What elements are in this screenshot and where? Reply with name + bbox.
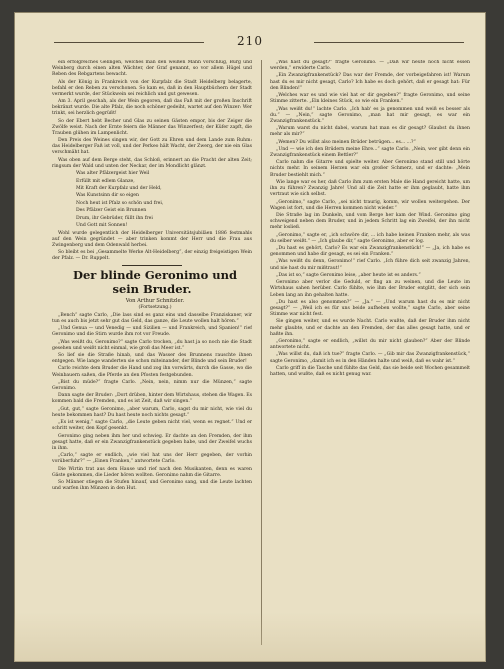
- story-paragraph: „Was willst du, daß ich tue?“ fragte Carlo. — „Gib mir das Zwanzigfrankenstück,“ sagte Geronimo, „damit ich es in den Händen halte und weiß, daß es wahr ist.“: [270, 352, 470, 364]
- story-paragraph: „Und — wie ich den Brüdern meine Ehre...“ sagte Carlo. „Nein, wer gibt denn ein Zwanzigfrankenstück einem Bettler?“: [270, 146, 470, 158]
- story-paragraph: „Du hast es also genommen?“ — „Ja.“ — „Und warum hast du es mir nicht gesagt?“ — „Weil ich es für uns beide aufheben wollte,“ sagte Carlo, aber seine Stimme war nicht fest.: [270, 299, 470, 318]
- story-paragraph: Carlo nahm die Gitarre und spielte weiter. Aber Geronimo stand still und hörte nichts mehr. In seinem Herzen war ein großer Schmerz, und er dachte: „Mein Bruder bestiehlt mich.“: [270, 160, 470, 178]
- story-paragraph: „Was hast du gesagt?“ fragte Geronimo. — „Daß wir heute noch nicht essen werden,“ erwiderte Carlo.: [270, 60, 470, 72]
- story-paragraph: „Wemen? Du willst also meinen Brüder betrügen... es... ...?“: [276, 139, 416, 145]
- story-paragraph: Die Wirtin trat aus dem Hause und rief nach den Musikanten, denn es waren Gäste gekommen, die Lieder hören wollten. Geronimo nahm die Gitarre.: [52, 466, 252, 478]
- story-paragraph: Dann sagte der Bruder: „Dort drüben, hinter dem Wirtshaus, stehen die Wagen. Es kommen bald die Fremden, und es ist Zeit, daß wir singen.“: [52, 393, 252, 405]
- article-paragraph: Am 3. April geschah, als der Wein gegoren, daß das Faß mit der großen Inschrift bekränzt wurde. Die alte Pfalz, die noch schöner gedeiht, wartet auf den Winzer: Wer trinkt, sei herzlich gegrüßt!: [52, 99, 252, 117]
- right-column: [270, 60, 470, 652]
- story-paragraph: Carlo reichte dem Bruder die Hand und zog ihn vorwärts, durch die Gasse, wo die Weinbauern saßen, die Pferde an den Pfosten festgebunden.: [52, 366, 252, 378]
- verse-line: Mit Kraft der Kurpfalz und der Held,: [76, 186, 162, 192]
- story-paragraph: „Es ist wenig,“ sagte Carlo, „die Leute geben nicht viel, wenn es regnet.“ Und er schritt weiter, den Kopf gesenkt.: [52, 420, 252, 432]
- story-paragraph: „Geronimo,“ sagte er, „ich schwöre dir, ... ich habe keinen Franken mehr, als was du selber weißt.“ — „Ich glaube dir,“ sagte Geronimo, aber er log.: [270, 232, 470, 244]
- story-paragraph: Die Straße lag im Dunkeln, und vom Berge her kam der Wind. Geronimo ging schweigend neben dem Bruder, und in jedem Schritt lag ein Zweifel, der ihn nicht mehr losließ.: [270, 212, 470, 231]
- story-paragraph: „Bench“ sagte Carlo, „Die lass sind es ganz eins und dasselbe Franziskaner, wir tun es auch bis jetzt sehr gut das Geld, das ganze, die Leute wollen halt hören.“: [52, 312, 252, 324]
- article-paragraph: Als der König in Frankreich von der Kurpfalz die Stadt Heidelberg belagerte, befahl er den Reben zu verschonen. So kam es, daß in den Hauptbüchern der Stadt vermerkt wurde, der Stückwein sei reichlich und gut gewesen.: [52, 79, 252, 97]
- story-paragraph: Geronimo ging neben ihm her und schwieg. Er dachte an den Fremden, der ihm gesagt hatte, daß er ein Zwanzigfrankenstück gegeben habe, und der Zweifel wuchs in ihm.: [52, 433, 252, 451]
- verse-line: Noch heut ist Pfalz so schön und frei,: [76, 200, 164, 206]
- article-paragraph: So der Ebert hebt Becher und Glas zu seinen Gästen empor, bis der Zeiger die Zwölfe weist. Nach der Ernte feiern die Männer das Winzerfest; der Küfer zapft, die Trauben glühen im Lampenlicht.: [52, 118, 252, 136]
- story-paragraph: So lief sie die Straße hinab, und das Wasser des Brunnens rauschte ihnen entgegen. Wie lange wanderten sie schon miteinander, der Blinde und sein Bruder!: [52, 352, 252, 365]
- article-paragraph: Den Preis des Weines singen wir, der Gott zu Ehren und dem Lande zum Ruhm: das Heidelberger Faß ist voll, und der Perkeo hält Wacht, der Zwerg, der nie ein Glas verschmäht hat.: [52, 138, 252, 156]
- story-paragraph: So Männer stiegen die Stufen hinauf, und Geronimo sang, und die Leute lachten und warfen ihm Münzen in den Hut.: [52, 480, 252, 492]
- story-author: Von Arthur Schnitzler.: [125, 297, 185, 304]
- story-paragraph: „Was weißt du, Geronimo?“ sagte Carlo trocken, „du hast ja so noch nie die Stadt gesehen und weißt nicht einmal, wie groß das Meer ist.“: [52, 339, 252, 351]
- story-paragraph: „Geronimo,“ sagte er endlich, „willst du mir nicht glauben?“ Aber der Blinde antwortete nicht.: [270, 339, 470, 351]
- story-paragraph: „Ein Zwanzigfrankenstück? Das war der Fremde, der vorbeigefahren ist! Warum hast du es mir nicht gesagt, Carlo? Ich habe es doch gehört, daß er gesagt hat: Für den Blinden!“: [270, 73, 470, 91]
- verse-line: Erfüllt mit edlem Glanze,: [76, 178, 135, 184]
- article-paragraph: Wohl wurde gelegentlich der Heidelberger Universitätsjubiläen 1886 festmahls auf den Wein gegründet — aber trinken kommt der Herr und die Frau aus Zwingenberg und dem Odenwald herbei.: [52, 230, 252, 248]
- story-paragraph: „Gut, gut,“ sagte Geronimo, „aber warum, Carlo, sagst du mir nicht, wie viel du heute bekommen hast? Du hast heute noch nichts gesagt.“: [52, 406, 252, 418]
- story-paragraph: „Welches war es und wie viel hat er dir gegeben?“ fragte Geronimo, und seine Stimme zitterte. „Ein kleines Stück, so wie ein Franken.“: [270, 93, 470, 105]
- story-continuation-note: (Fortsetzung.): [138, 305, 172, 311]
- article-paragraph: ein erfolgreiches Gelingen, welches man den weißen Mann vorschlug, Burg und Weinberg durch einen alten Wächter, der Graf genannt, so vor allem Hügel und Reben des Rebgartens bewacht.: [52, 60, 252, 78]
- verse-line: Drum, ihr Gebrüder, füllt ihn frei: [76, 215, 153, 221]
- story-paragraph: Sie gingen weiter, und es wurde Nacht. Carlo wußte, daß der Bruder ihm nicht mehr glaubte, und er dachte an den Fremden, der das alles gesagt hatte, und er haßte ihn.: [270, 319, 470, 337]
- story-paragraph: „Und Genua — und Venedig — und Sizilien — und Frankreich, und Spanien!“ rief Geronimo und die Stirn wurde ihm rot vor Freude.: [52, 326, 252, 338]
- verse-line: Und Gott mit Sonnen!: [76, 223, 128, 229]
- story-paragraph: „Warum warst du nicht dabei, warum hat man es dir gesagt? Glaubst du ihnen mehr als mir?“: [270, 126, 470, 138]
- page-number: 210: [237, 34, 263, 48]
- story-paragraph: „Was weißt du!“ lachte Carlo. „Ich hab' es ja genommen und weiß es besser als du.“ — „Nein,“ sagte Geronimo, „man hat mir gesagt, es war ein Zwanzigfrankenstück.“: [270, 106, 470, 124]
- story-paragraph: „Das ist so,“ sagte Geronimo leise, „aber heute ist es anders.“: [276, 272, 421, 278]
- verse-line: Was alter Pfälzergeist hier Weil: [76, 171, 150, 177]
- verse-line: Des Pfälzer Geist ein Brunnen: [76, 208, 147, 214]
- article-paragraph: So bleibt es bei „Gesammelte Werke Alt-Heidelberg“, der einzig freigeistigen Wein der Pfalz. — Dr. Ruppelt.: [52, 250, 252, 262]
- story-paragraph: „Du hast es gehört, Carlo? Es war ein Zwanzigfrankenstück!“ — „Ja, ich habe es genommen und habe dir gesagt, es sei ein Franken.“: [270, 246, 470, 258]
- story-paragraph: „Was weißt du denn, Geronimo!“ rief Carlo. „Ich führe dich seit zwanzig Jahren, und nie hast du mir mißtraut!“: [270, 259, 470, 271]
- section-divider: [122, 265, 182, 266]
- article-paragraph: Was oben auf dem Berge steht, das Schloß, erinnert an die Pracht der alten Zeit; ringsum der Wald und unten der Neckar, der im Mondlicht glänzt.: [52, 157, 252, 169]
- story-paragraph: Geronimo aber verlor die Geduld, er fing an zu weinen, und die Leute im Wirtshaus sahen herüber. Carlo fühlte, wie ihm der Bruder entglitt, der sich sein Leben lang an ihn gehalten hatte.: [270, 280, 470, 298]
- newspaper-page: [14, 12, 486, 662]
- story-paragraph: Carlo griff in die Tasche und fühlte das Geld, das sie beide seit Wochen gesammelt hatten, und wußte, daß es nicht genug war.: [270, 365, 470, 378]
- story-paragraph: „Geronimo,“ sagte Carlo, „sei nicht traurig, komm, wir wollen weitergehen. Der Wagen ist fort, und die Herren kommen nicht wieder.“: [270, 199, 470, 211]
- left-column: [52, 60, 252, 652]
- story-paragraph: Wie lange war es her, daß Carlo ihm zum ersten Male die Hand gereicht hatte, um ihn zu führen? Zwanzig Jahre! Und all die Zeit hatte er ihm geglaubt, hatte ihm vertraut wie sich selbst.: [270, 179, 470, 198]
- verse-line: Was Kunstsinn dir so eigen: [76, 193, 139, 199]
- story-paragraph: „Bist du müde?“ fragte Carlo. „Nein, nein, nimm nur die Münzen,“ sagte Geronimo.: [52, 379, 252, 391]
- story-paragraph: „Carlo,“ sagte er endlich, „wie viel hat uns der Herr gegeben, der vorhin vorüberfuhr?“ — „Einen Franken,“ antwortete Carlo.: [52, 453, 252, 465]
- story-title: Der blinde Geronimo und sein Bruder.: [72, 268, 238, 297]
- column-divider: [261, 60, 262, 645]
- header-rule-right: [314, 42, 464, 43]
